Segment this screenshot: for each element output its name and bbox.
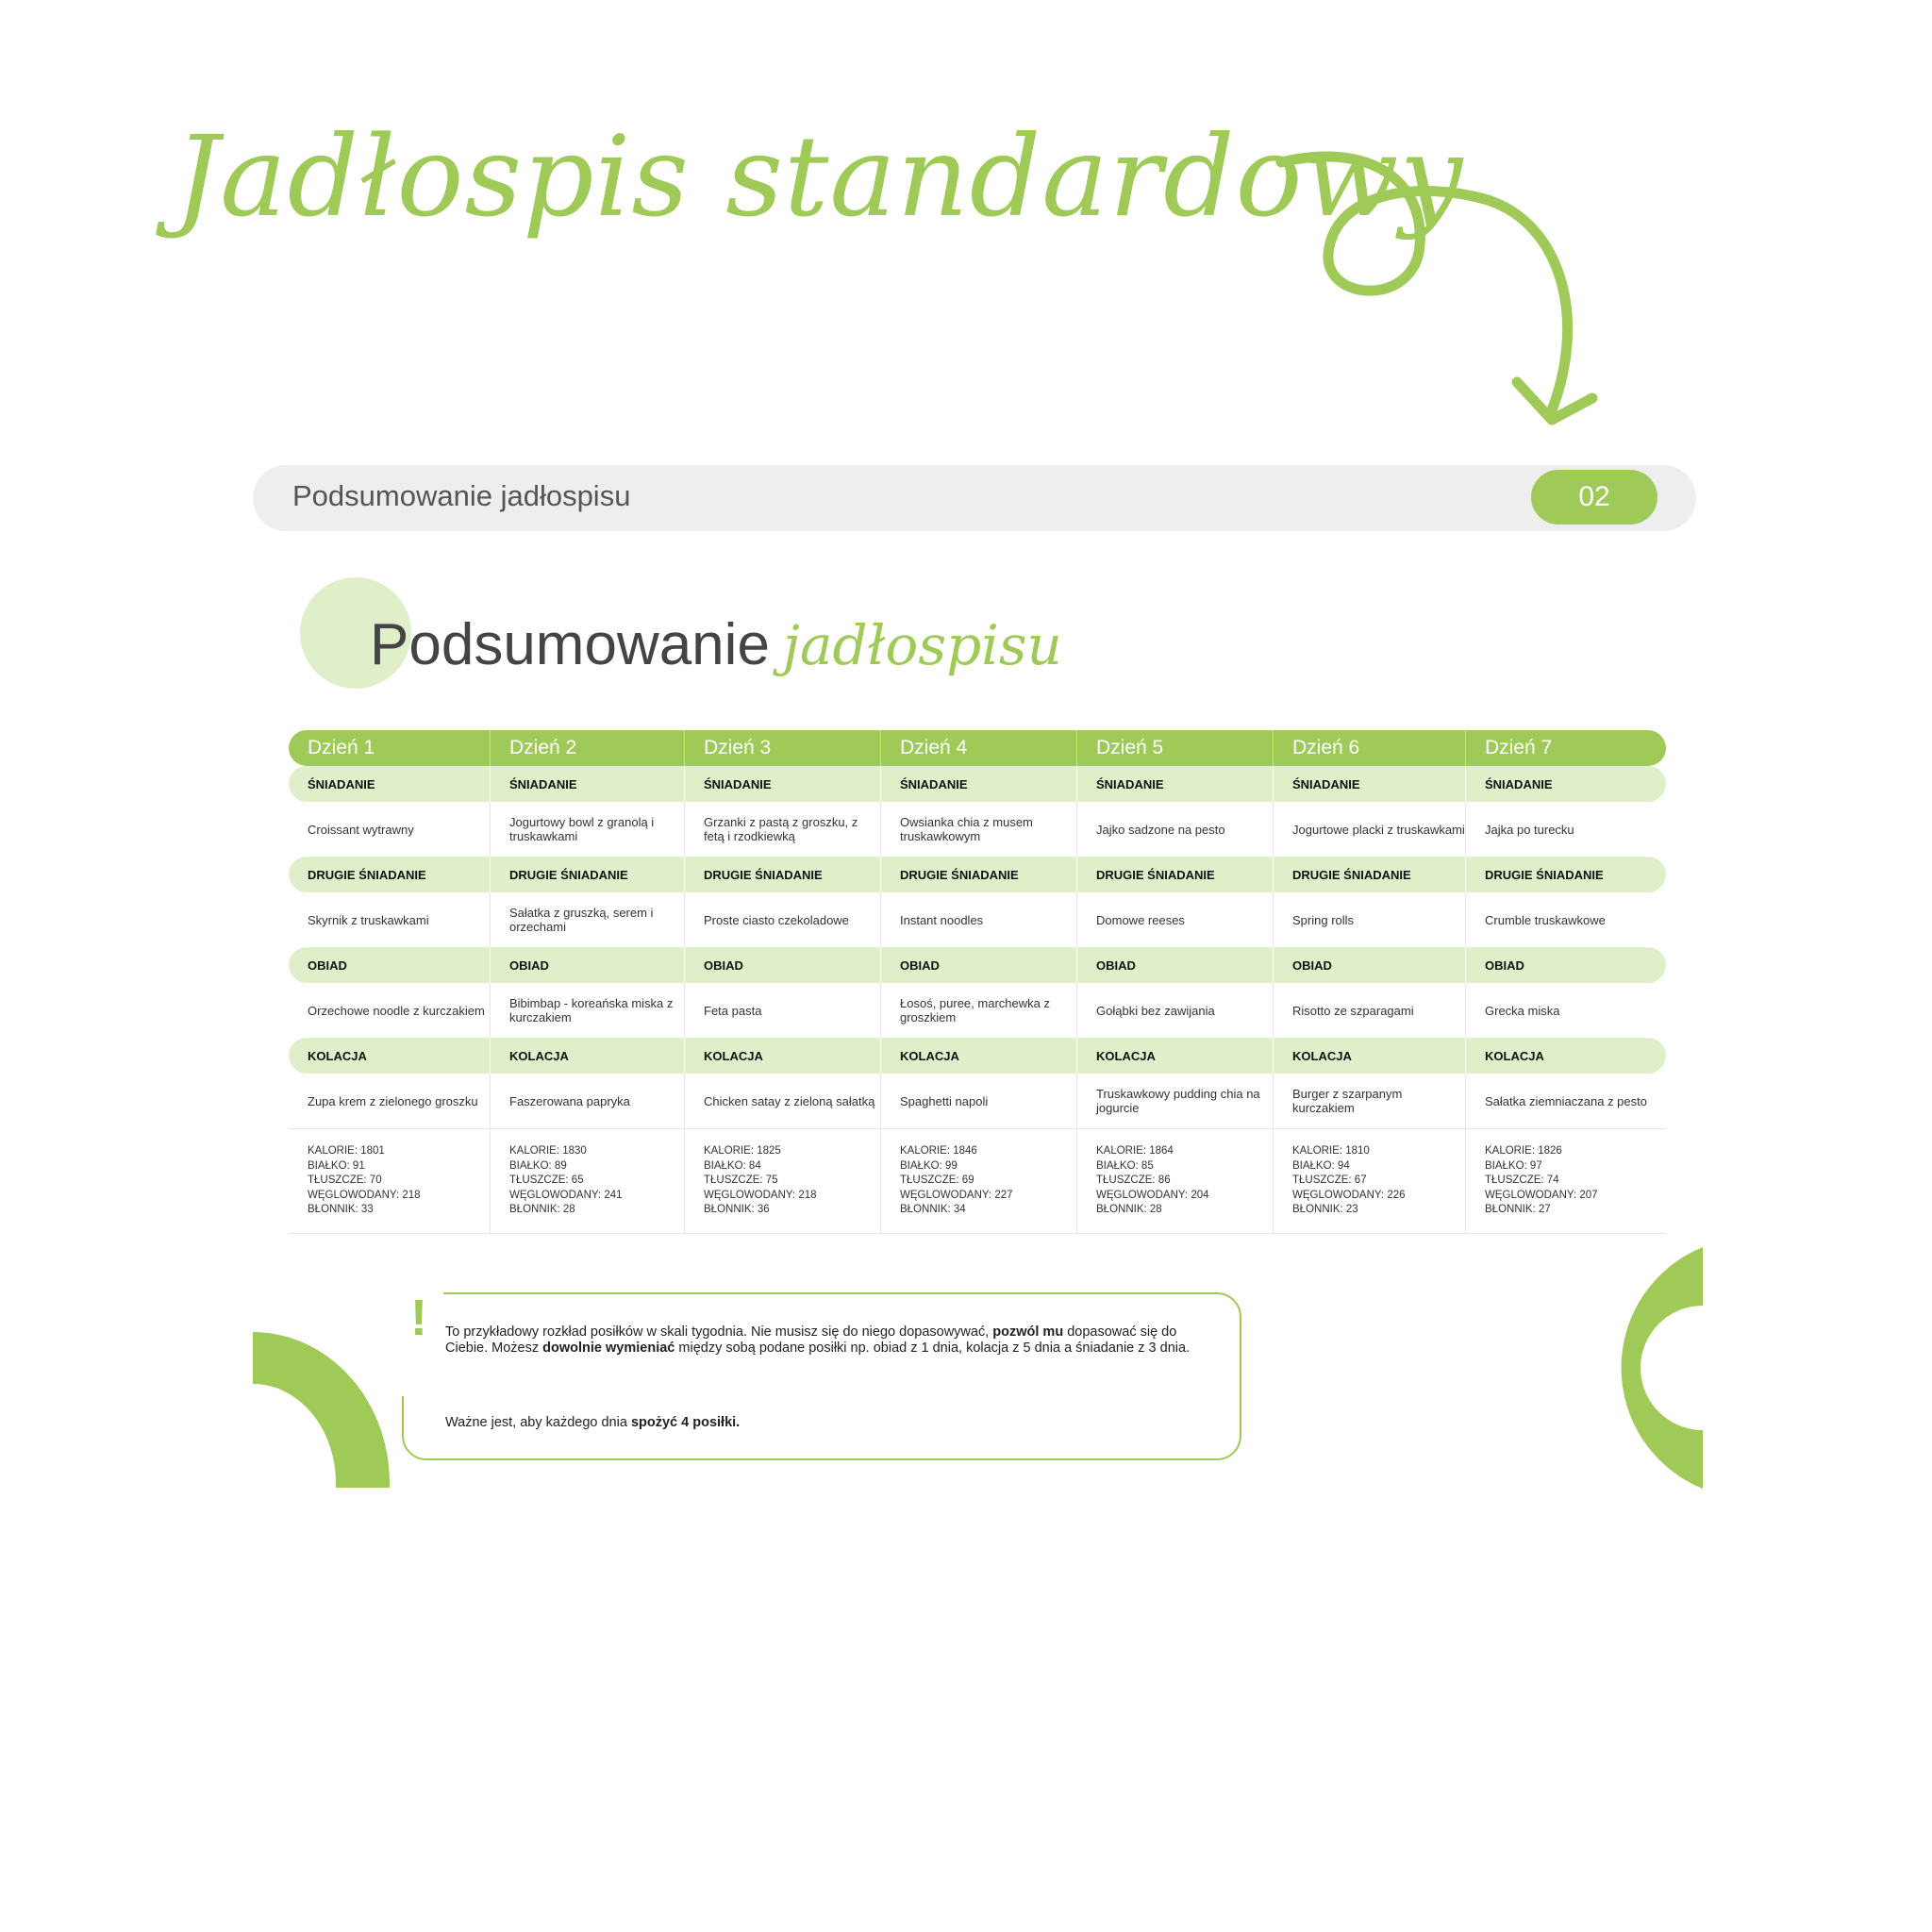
meal-label: ŚNIADANIE (1466, 766, 1666, 802)
nutrition-value: KALORIE: 1830 (509, 1145, 587, 1158)
dish-row (289, 1074, 1666, 1128)
nutrition-value: WĘGLOWODANY: 204 (1096, 1189, 1209, 1201)
dish-cell: Łosoś, puree, marchewka z groszkiem (881, 983, 1077, 1038)
dish-cell: Owsianka chia z musem truskawkowym (881, 802, 1077, 857)
nutrition-value: KALORIE: 1826 (1485, 1145, 1562, 1158)
nutrition-value: BIAŁKO: 89 (509, 1159, 567, 1172)
meal-label: OBIAD (1077, 947, 1274, 983)
meal-label-row (289, 857, 1666, 892)
dish-cell: Proste ciasto czekoladowe (685, 892, 881, 947)
nutrition-value: BŁONNIK: 36 (704, 1204, 770, 1216)
section-title-plain: Podsumowanie (370, 612, 770, 677)
dish-cell: Zupa krem z zielonego groszku (289, 1074, 491, 1128)
note-paragraph-2: Ważne jest, aby każdego dnia spożyć 4 posiłki. (445, 1415, 741, 1430)
dish-cell: Domowe reeses (1077, 892, 1274, 947)
nutrition-value: KALORIE: 1825 (704, 1145, 781, 1158)
nutrition-value: TŁUSZCZE: 67 (1292, 1174, 1367, 1187)
dish-cell: Jajka po turecku (1485, 822, 1574, 837)
nutrition-value: TŁUSZCZE: 65 (509, 1174, 584, 1187)
nutrition-value: BIAŁKO: 97 (1485, 1159, 1542, 1172)
dish-cell: Sałatka ziemniaczana z pesto (1485, 1093, 1647, 1108)
meal-label-row (289, 766, 1666, 802)
meal-label: ŚNIADANIE (289, 766, 491, 802)
page-number-badge: 02 (1531, 470, 1657, 525)
meal-label: KOLACJA (1466, 1038, 1666, 1074)
meal-label: DRUGIE ŚNIADANIE (685, 857, 881, 892)
nutrition-value: BIAŁKO: 85 (1096, 1159, 1154, 1172)
meal-label: ŚNIADANIE (881, 766, 1077, 802)
dish-row (289, 983, 1666, 1038)
meal-label: OBIAD (1274, 947, 1466, 983)
half-ring-decoration-left (253, 1332, 390, 1488)
dish-cell: Sałatka z gruszką, serem i orzechami (491, 892, 685, 947)
day-header: Dzień 3 (685, 730, 881, 766)
meal-label: ŚNIADANIE (491, 766, 685, 802)
meal-label: KOLACJA (1274, 1038, 1466, 1074)
meal-label: OBIAD (1466, 947, 1666, 983)
meal-label: OBIAD (881, 947, 1077, 983)
nutrition-value: BIAŁKO: 99 (900, 1159, 958, 1172)
nutrition-cell (289, 1128, 491, 1234)
nutrition-value: TŁUSZCZE: 75 (704, 1174, 778, 1187)
nutrition-value: KALORIE: 1846 (900, 1145, 977, 1158)
section-title (370, 611, 1062, 678)
dish-cell: Jajko sadzone na pesto (1077, 802, 1274, 857)
exclamation-icon: ! (410, 1290, 427, 1346)
ring-decoration-right (1561, 1247, 1703, 1489)
meal-label-row (289, 1038, 1666, 1074)
note-box (402, 1292, 1241, 1460)
day-header: Dzień 2 (491, 730, 685, 766)
dish-cell: Bibimbap - koreańska miska z kurczakiem (491, 983, 685, 1038)
day-header: Dzień 6 (1274, 730, 1466, 766)
nutrition-value: KALORIE: 1810 (1292, 1145, 1370, 1158)
day-header: Dzień 1 (289, 730, 491, 766)
nutrition-value: TŁUSZCZE: 74 (1485, 1174, 1559, 1187)
dish-cell: Instant noodles (881, 892, 1077, 947)
nutrition-value: BIAŁKO: 91 (308, 1159, 365, 1172)
dish-cell: Crumble truskawkowe (1485, 912, 1606, 927)
meal-label: DRUGIE ŚNIADANIE (1077, 857, 1274, 892)
nutrition-value: TŁUSZCZE: 69 (900, 1174, 974, 1187)
nutrition-value: BŁONNIK: 23 (1292, 1204, 1358, 1216)
dish-cell: Skyrnik z truskawkami (289, 892, 491, 947)
meal-label: KOLACJA (685, 1038, 881, 1074)
meal-plan-table (289, 730, 1666, 1234)
curved-arrow-icon (1264, 142, 1623, 443)
day-header: Dzień 4 (881, 730, 1077, 766)
dish-row (289, 892, 1666, 947)
nutrition-value: TŁUSZCZE: 70 (308, 1174, 382, 1187)
dish-cell: Feta pasta (685, 983, 881, 1038)
meal-label: OBIAD (685, 947, 881, 983)
day-header: Dzień 5 (1077, 730, 1274, 766)
nutrition-value: WĘGLOWODANY: 241 (509, 1189, 623, 1201)
nutrition-value: TŁUSZCZE: 86 (1096, 1174, 1171, 1187)
note-paragraph-1: To przykładowy rozkład posiłków w skali tygodnia. Nie musisz się do niego dopasowywać, pozwól mu dopasować się do Ciebie. Możesz dowolnie wymieniać między sobą podane posiłki np. obiad z 1 dnia, kolacja z 5 dnia a śniadanie z 3 dnia. (445, 1324, 1191, 1356)
dish-cell: Risotto ze szparagami (1274, 983, 1466, 1038)
nutrition-cell (1466, 1128, 1666, 1234)
nutrition-value: BŁONNIK: 27 (1485, 1204, 1551, 1216)
meal-label: ŚNIADANIE (685, 766, 881, 802)
dish-cell: Faszerowana papryka (491, 1074, 685, 1128)
nutrition-row (289, 1128, 1666, 1234)
dish-cell: Grecka miska (1485, 1003, 1560, 1018)
meal-label: KOLACJA (1077, 1038, 1274, 1074)
nutrition-cell (1077, 1128, 1274, 1234)
meal-label: DRUGIE ŚNIADANIE (491, 857, 685, 892)
nutrition-cell (685, 1128, 881, 1234)
nutrition-value: WĘGLOWODANY: 218 (308, 1189, 421, 1201)
meal-label: KOLACJA (881, 1038, 1077, 1074)
nutrition-value: BŁONNIK: 34 (900, 1204, 966, 1216)
nutrition-value: WĘGLOWODANY: 226 (1292, 1189, 1406, 1201)
meal-label: OBIAD (289, 947, 491, 983)
meal-label: DRUGIE ŚNIADANIE (289, 857, 491, 892)
nutrition-value: BŁONNIK: 33 (308, 1204, 374, 1216)
meal-label: KOLACJA (289, 1038, 491, 1074)
meal-label: DRUGIE ŚNIADANIE (1466, 857, 1666, 892)
meal-label: KOLACJA (491, 1038, 685, 1074)
meal-label: DRUGIE ŚNIADANIE (881, 857, 1077, 892)
dish-cell: Chicken satay z zieloną sałatką (685, 1074, 881, 1128)
section-title-script: jadłospisu (782, 613, 1062, 677)
page-title: Jadłospis standardowy (175, 111, 1464, 242)
dish-cell: Grzanki z pastą z groszku, z fetą i rzodkiewką (685, 802, 881, 857)
dish-cell: Jogurtowe placki z truskawkami (1274, 802, 1466, 857)
meal-label: OBIAD (491, 947, 685, 983)
day-header: Dzień 7 (1466, 730, 1666, 766)
nutrition-value: BIAŁKO: 94 (1292, 1159, 1350, 1172)
dish-row (289, 802, 1666, 857)
nutrition-value: BŁONNIK: 28 (509, 1204, 575, 1216)
meal-label: ŚNIADANIE (1077, 766, 1274, 802)
nutrition-value: WĘGLOWODANY: 227 (900, 1189, 1013, 1201)
dish-cell: Burger z szarpanym kurczakiem (1274, 1074, 1466, 1128)
meal-label: DRUGIE ŚNIADANIE (1274, 857, 1466, 892)
nutrition-value: WĘGLOWODANY: 218 (704, 1189, 817, 1201)
meal-label-row (289, 947, 1666, 983)
nutrition-cell (491, 1128, 685, 1234)
nutrition-value: KALORIE: 1801 (308, 1145, 385, 1158)
nutrition-value: BIAŁKO: 84 (704, 1159, 761, 1172)
dish-cell: Gołąbki bez zawijania (1077, 983, 1274, 1038)
dish-cell: Orzechowe noodle z kurczakiem (289, 983, 491, 1038)
nutrition-cell (1274, 1128, 1466, 1234)
nutrition-value: BŁONNIK: 28 (1096, 1204, 1162, 1216)
nutrition-value: WĘGLOWODANY: 207 (1485, 1189, 1598, 1201)
day-header-row (289, 730, 1666, 766)
dish-cell: Spaghetti napoli (881, 1074, 1077, 1128)
dish-cell: Croissant wytrawny (289, 802, 491, 857)
dish-cell: Jogurtowy bowl z granolą i truskawkami (491, 802, 685, 857)
meal-label: ŚNIADANIE (1274, 766, 1466, 802)
nutrition-value: KALORIE: 1864 (1096, 1145, 1174, 1158)
nutrition-cell (881, 1128, 1077, 1234)
dish-cell: Truskawkowy pudding chia na jogurcie (1077, 1074, 1274, 1128)
header-title: Podsumowanie jadłospisu (292, 479, 631, 512)
dish-cell: Spring rolls (1274, 892, 1466, 947)
